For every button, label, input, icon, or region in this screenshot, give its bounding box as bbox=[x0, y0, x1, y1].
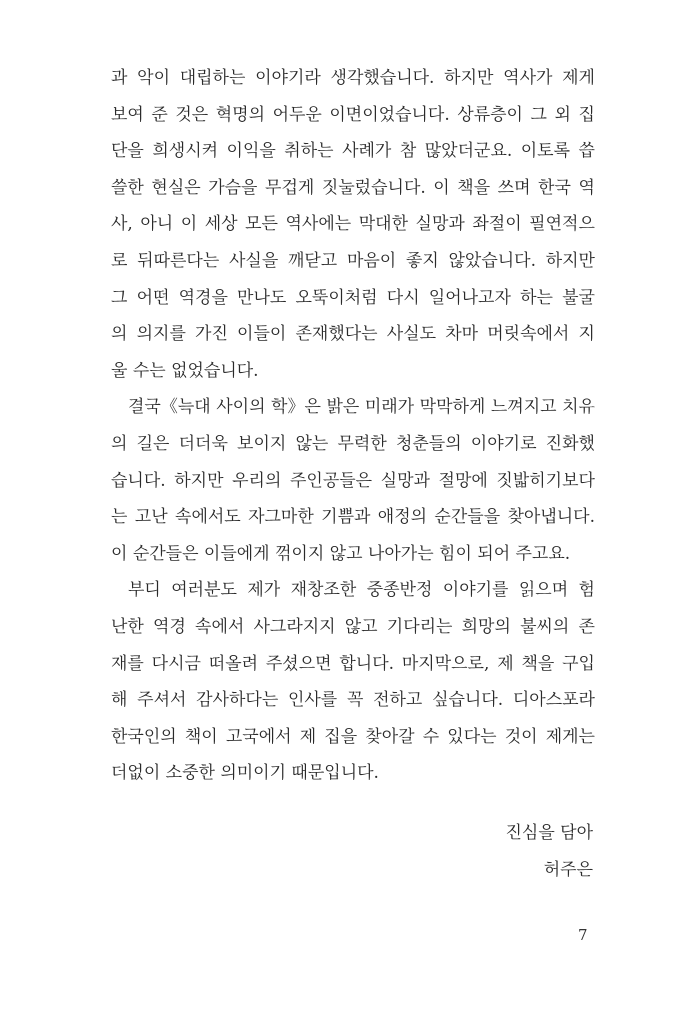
text-word: 좋지 bbox=[405, 250, 439, 271]
text-word: 습니다. bbox=[111, 470, 166, 491]
text-word: 보여 bbox=[111, 104, 144, 125]
text-word: 마지막으로, bbox=[401, 653, 490, 674]
text-line bbox=[111, 206, 595, 243]
text-word: 의지를 bbox=[136, 324, 186, 345]
text-word: 의 bbox=[111, 324, 128, 345]
text-word: 어떤 bbox=[136, 287, 170, 308]
text-word: 가진 bbox=[195, 324, 228, 345]
body-text bbox=[111, 60, 595, 792]
text-word: 사그라지지 bbox=[253, 616, 336, 637]
text-word: 더더욱 bbox=[178, 433, 228, 454]
text-word: 기다리는 bbox=[386, 616, 453, 637]
text-word: 주인공들은 bbox=[289, 470, 373, 491]
text-word: 않고 bbox=[344, 616, 378, 637]
text-line bbox=[111, 133, 595, 170]
text-word: 이야기라 bbox=[255, 68, 321, 88]
text-word: 세상 bbox=[204, 214, 238, 235]
text-word: 디아스포라 bbox=[512, 690, 595, 711]
text-word: 속에서도 bbox=[175, 507, 241, 528]
text-word: 주셔서 bbox=[137, 690, 187, 711]
text-word: 하지만 bbox=[545, 250, 595, 271]
text-word: 실망과 bbox=[415, 214, 465, 235]
text-word: 난한 bbox=[111, 616, 144, 637]
text-word: 것이 bbox=[504, 726, 538, 747]
text-word: 만나도 bbox=[237, 287, 287, 308]
text-word: 찾아냅니다. bbox=[507, 507, 595, 528]
text-word: 아니 bbox=[140, 214, 174, 235]
text-line bbox=[111, 426, 595, 463]
text-word: 이익을 bbox=[226, 141, 276, 162]
text-word: 집을 bbox=[324, 726, 358, 747]
text-word: 절망에 bbox=[438, 470, 488, 491]
text-word: 책을 bbox=[457, 177, 491, 198]
text-word: 이 bbox=[180, 214, 198, 235]
closing-salutation: 진심을 담아 bbox=[505, 823, 593, 843]
text-word: 막막하게 bbox=[419, 397, 486, 418]
text-word: 중종반정 bbox=[366, 580, 433, 601]
text-word: 많았더군요. bbox=[424, 141, 513, 162]
text-word: 자그마한 bbox=[248, 507, 314, 528]
text-word: 결국《늑대 bbox=[128, 397, 211, 418]
text-word: 기쁨과 bbox=[321, 507, 371, 528]
text-word: 하지만 bbox=[444, 68, 494, 88]
text-word: 수 bbox=[422, 726, 440, 747]
text-word: 사, bbox=[111, 214, 133, 235]
text-word: 지 bbox=[578, 324, 595, 345]
text-word: 진화했 bbox=[545, 433, 595, 454]
text-word: 밝은 bbox=[326, 397, 360, 418]
text-word: 학》은 bbox=[271, 397, 321, 418]
text-word: 꼭 bbox=[346, 690, 364, 711]
text-line bbox=[111, 316, 595, 353]
text-word: 길은 bbox=[136, 433, 170, 454]
text-word: 사실을 bbox=[228, 250, 279, 271]
text-word: 읽으며 bbox=[518, 580, 569, 601]
text-word: 희생시켜 bbox=[152, 141, 219, 162]
text-line bbox=[111, 280, 595, 317]
text-word: 그 bbox=[530, 104, 547, 125]
text-word: 주셨으면 bbox=[265, 653, 332, 674]
text-word: 청춘들의 bbox=[395, 433, 462, 454]
text-word: 것은 bbox=[175, 104, 209, 125]
text-word: 보이지 bbox=[237, 433, 287, 454]
text-word: 다시금 bbox=[151, 653, 201, 674]
text-word: 집 bbox=[578, 104, 595, 125]
page-number: 7 bbox=[578, 926, 588, 944]
text-word: 애정의 bbox=[377, 507, 428, 528]
text-word: 모든 bbox=[245, 214, 278, 235]
text-word: 악이 bbox=[137, 68, 170, 88]
text-word: 가슴을 bbox=[208, 177, 258, 198]
text-line bbox=[111, 499, 595, 536]
text-word: 여러분도 bbox=[171, 580, 237, 601]
text-line: 이 순간들은 이들에게 꺾이지 않고 나아가는 힘이 되어 주고요. bbox=[111, 543, 571, 564]
text-word: 사실도 bbox=[386, 324, 437, 345]
text-word: 미래가 bbox=[364, 397, 415, 418]
text-word: 이들이 bbox=[237, 324, 287, 345]
text-word: 씁 bbox=[578, 141, 595, 162]
text-word: 한국인의 bbox=[111, 726, 177, 747]
text-line: 더없이 소중한 의미이기 때문입니다. bbox=[111, 763, 379, 784]
text-word: 희망의 bbox=[461, 616, 511, 637]
text-word: 고난 bbox=[134, 507, 168, 528]
text-word: 의 bbox=[111, 433, 128, 454]
text-word: 역경을 bbox=[178, 287, 228, 308]
text-word: 속에서 bbox=[195, 616, 245, 637]
text-line bbox=[111, 682, 595, 719]
text-word: 떠올려 bbox=[208, 653, 259, 674]
text-word: 구입 bbox=[562, 653, 595, 674]
text-word: 험 bbox=[578, 580, 595, 601]
text-word: 일어나고자 bbox=[428, 287, 511, 308]
text-word: 쓰며 bbox=[497, 177, 531, 198]
text-word: 인사를 bbox=[287, 690, 338, 711]
text-word: 제게 bbox=[562, 68, 595, 88]
text-word: 이야기를 bbox=[442, 580, 509, 601]
text-word: 우리의 bbox=[232, 470, 282, 491]
text-line bbox=[111, 719, 595, 756]
text-word: 책을 bbox=[521, 653, 555, 674]
text-line bbox=[111, 97, 595, 134]
text-word: 필연적으 bbox=[529, 214, 595, 235]
text-word: 이야기로 bbox=[470, 433, 537, 454]
text-word: 재창조한 bbox=[290, 580, 357, 601]
text-word: 이 bbox=[433, 177, 450, 198]
text-word: 제 bbox=[299, 726, 317, 747]
text-word: 책이 bbox=[184, 726, 218, 747]
text-word: 뒤따른다는 bbox=[137, 250, 220, 271]
text-word: 외 bbox=[554, 104, 571, 125]
text-word: 않았습니다. bbox=[448, 250, 536, 271]
text-word: 감사하다는 bbox=[196, 690, 279, 711]
text-word: 로 bbox=[111, 250, 128, 271]
text-word: 고국에서 bbox=[225, 726, 292, 747]
text-word: 전하고 bbox=[373, 690, 423, 711]
text-word: 쓸한 bbox=[111, 177, 144, 198]
text-word: 좌절이 bbox=[472, 214, 522, 235]
text-line: 울 수는 없었습니다. bbox=[111, 360, 259, 381]
text-word: 과 bbox=[111, 68, 128, 88]
text-word: 어두운 bbox=[272, 104, 322, 125]
text-word: 대립하는 bbox=[179, 68, 246, 88]
text-word: 해 bbox=[111, 690, 128, 711]
text-word: 치유 bbox=[562, 397, 595, 418]
text-word: 순간들을 bbox=[434, 507, 501, 528]
text-word: 있다는 bbox=[447, 726, 497, 747]
text-word: 찾아갈 bbox=[365, 726, 415, 747]
text-word: 상류층이 bbox=[457, 104, 523, 125]
text-line bbox=[111, 463, 595, 500]
text-word: 불굴 bbox=[562, 287, 595, 308]
text-word: 이토록 bbox=[520, 141, 571, 162]
text-word: 차마 bbox=[445, 324, 479, 345]
text-word: 생각했습니다. bbox=[330, 68, 435, 88]
text-word: 싶습니다. bbox=[432, 690, 504, 711]
text-line bbox=[111, 572, 595, 609]
text-word: 하는 bbox=[520, 287, 553, 308]
text-word: 제 bbox=[497, 653, 514, 674]
text-word: 역 bbox=[578, 177, 595, 198]
text-word: 이면이었습니다. bbox=[329, 104, 450, 125]
text-word: 역사에는 bbox=[285, 214, 352, 235]
text-word: 단을 bbox=[111, 141, 144, 162]
text-word: 역경 bbox=[153, 616, 186, 637]
text-word: 는 bbox=[111, 507, 128, 528]
text-word: 사이의 bbox=[216, 397, 266, 418]
text-line bbox=[111, 646, 595, 683]
text-word: 마음이 bbox=[346, 250, 397, 271]
text-line bbox=[111, 243, 595, 280]
text-word: 합니다. bbox=[339, 653, 395, 674]
text-word: 느껴지고 bbox=[490, 397, 557, 418]
text-word: 머릿속에서 bbox=[487, 324, 570, 345]
text-word: 제게는 bbox=[545, 726, 595, 747]
text-line bbox=[111, 60, 595, 97]
text-word: 취하는 bbox=[284, 141, 334, 162]
text-word: 짓밟히기보다 bbox=[496, 470, 595, 491]
text-word: 현실은 bbox=[151, 177, 201, 198]
text-word: 짓눌렀습니다. bbox=[321, 177, 426, 198]
text-word: 않는 bbox=[295, 433, 329, 454]
text-word: 무겁게 bbox=[265, 177, 315, 198]
text-word: 하지만 bbox=[174, 470, 224, 491]
text-word: 오뚝이처럼 bbox=[295, 287, 378, 308]
text-word: 제가 bbox=[247, 580, 281, 601]
text-word: 다시 bbox=[386, 287, 420, 308]
text-word: 한국 bbox=[538, 177, 571, 198]
text-word: 깨닫고 bbox=[287, 250, 338, 271]
text-word: 재를 bbox=[111, 653, 144, 674]
text-word: 혁명의 bbox=[215, 104, 266, 125]
text-word: 사례가 bbox=[342, 141, 392, 162]
author-signature: 허주은 bbox=[543, 860, 593, 880]
text-word: 그 bbox=[111, 287, 128, 308]
text-line bbox=[111, 609, 595, 646]
text-word: 불씨의 bbox=[520, 616, 570, 637]
text-word: 무력한 bbox=[337, 433, 387, 454]
text-word: 존재했다는 bbox=[295, 324, 378, 345]
text-word: 참 bbox=[399, 141, 417, 162]
text-line bbox=[111, 389, 595, 426]
text-word: 준 bbox=[151, 104, 168, 125]
text-line bbox=[111, 170, 595, 207]
text-word: 부디 bbox=[128, 580, 161, 601]
text-word: 역사가 bbox=[503, 68, 553, 88]
text-word: 막대한 bbox=[358, 214, 409, 235]
text-word: 실망과 bbox=[380, 470, 430, 491]
text-word: 존 bbox=[578, 616, 595, 637]
